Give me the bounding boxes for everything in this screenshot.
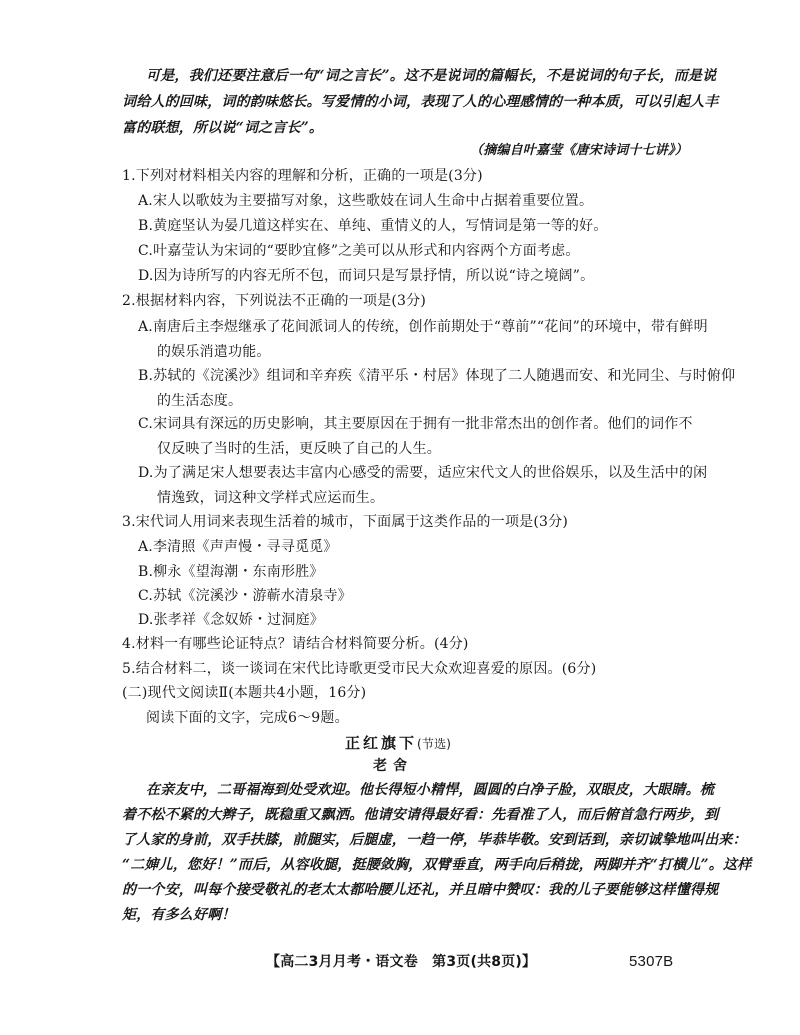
q3-option-b: B.柳永《望海潮・东南形胜》 — [138, 564, 324, 580]
q1-option-d: D.因为诗所写的内容无所不包，而词只是写景抒情，所以说“诗之境阔”。 — [138, 268, 595, 284]
story-title-main: 正红旗下 — [345, 734, 418, 752]
intro-line-3: 富的联想，所以说“词之言长”。 — [122, 120, 324, 136]
page-footer-label: 【高二3月月考・语文卷 第3页(共8页)】 — [266, 954, 537, 970]
story-body-line-5: 的一个安，叫每个接受敬礼的老太太都哈腰儿还礼，并且暗中赞叹：我的儿子要能够这样懂得规 — [122, 882, 719, 898]
q2-option-c-line-2: 仅反映了当时的生活，更反映了自己的人生。 — [157, 441, 441, 457]
q1-option-a: A.宋人以歌妓为主要描写对象，这些歌妓在词人生命中占据着重要位置。 — [138, 193, 594, 209]
q2-option-b-line-2: 的生活态度。 — [157, 393, 243, 409]
section-2-instruction: 阅读下面的文字，完成6～9题。 — [146, 710, 349, 726]
section-2-heading: (二)现代文阅读Ⅱ(本题共4小题，16分) — [122, 685, 367, 701]
q2-option-d-line-1: D.为了满足宋人想要表达丰富内心感受的需要，适应宋代文人的世俗娱乐，以及生活中的闲 — [138, 465, 708, 481]
q3-option-a: A.李清照《声声慢・寻寻觅觅》 — [138, 539, 338, 555]
question-1-stem: 1.下列对材料相关内容的理解和分析，正确的一项是(3分) — [122, 168, 483, 184]
story-body-line-1: 在亲友中，二哥福海到处受欢迎。他长得短小精悍，圆圆的白净子脸，双眼皮，大眼睛。梳 — [146, 782, 714, 798]
story-body-line-4: “二婶儿，您好！”而后，从容收腿，挺腰敛胸，双臂垂直，两手向后稍拢，两脚并齐“打横儿”。这样 — [122, 857, 752, 873]
q1-option-b: B.黄庭坚认为晏几道这样实在、单纯、重情义的人，写情词是第一等的好。 — [138, 218, 608, 234]
q1-option-c: C.叶嘉莹认为宋词的“要眇宜修”之美可以从形式和内容两个方面考虑。 — [138, 243, 580, 259]
story-title — [345, 733, 451, 754]
story-body-line-6: 矩，有多么好啊！ — [122, 907, 236, 923]
story-body-line-2: 着不松不紧的大辫子，既稳重又飘洒。他请安请得最好看：先看准了人，而后俯首急行两步，到 — [122, 807, 719, 823]
story-body-line-3: 了人家的身前，双手扶膝，前腿实，后腿虚，一趋一停，毕恭毕敬。安到话到，亲切诚挚地叫出来： — [122, 832, 747, 848]
question-3-stem: 3.宋代词人用词来表现生活着的城市，下面属于这类作品的一项是(3分) — [122, 514, 568, 530]
q2-option-c-line-1: C.宋词具有深远的历史影响，其主要原因在于拥有一批非常杰出的创作者。他们的词作不 — [138, 416, 693, 432]
story-author: 老舍 — [373, 758, 413, 774]
paper-code: 5307B — [629, 953, 674, 970]
intro-line-2: 词给人的回味，词的韵味悠长。写爱情的小词，表现了人的心理感情的一种本质，可以引起人丰 — [122, 94, 719, 110]
question-4: 4.材料一有哪些论证特点？请结合材料简要分析。(4分) — [122, 636, 469, 652]
q3-option-d: D.张孝祥《念奴娇・过洞庭》 — [138, 612, 324, 628]
q2-option-d-line-2: 情逸致，词这种文学样式应运而生。 — [157, 490, 385, 506]
question-5: 5.结合材料二，谈一谈词在宋代比诗歌更受市民大众欢迎喜爱的原因。(6分) — [122, 661, 597, 677]
story-title-note: (节选) — [417, 737, 452, 751]
question-2-stem: 2.根据材料内容，下列说法不正确的一项是(3分) — [122, 293, 426, 309]
q2-option-a-line-1: A.南唐后主李煜继承了花间派词人的传统，创作前期处于“尊前”“花间”的环境中，带有鲜明 — [138, 319, 708, 335]
q2-option-b-line-1: B.苏轼的《浣溪沙》组词和辛弃疾《清平乐・村居》体现了二人随遇而安、和光同尘、与时俯仰 — [138, 368, 736, 384]
q2-option-a-line-2: 的娱乐消遣功能。 — [157, 344, 271, 360]
source-citation: （摘编自叶嘉莹《唐宋诗词十七讲》） — [470, 143, 688, 158]
q3-option-c: C.苏轼《浣溪沙・游蕲水清泉寺》 — [138, 588, 352, 604]
intro-line-1: 可是，我们还要注意后一句“词之言长”。这不是说词的篇幅长，不是说词的句子长，而是说 — [146, 68, 717, 84]
